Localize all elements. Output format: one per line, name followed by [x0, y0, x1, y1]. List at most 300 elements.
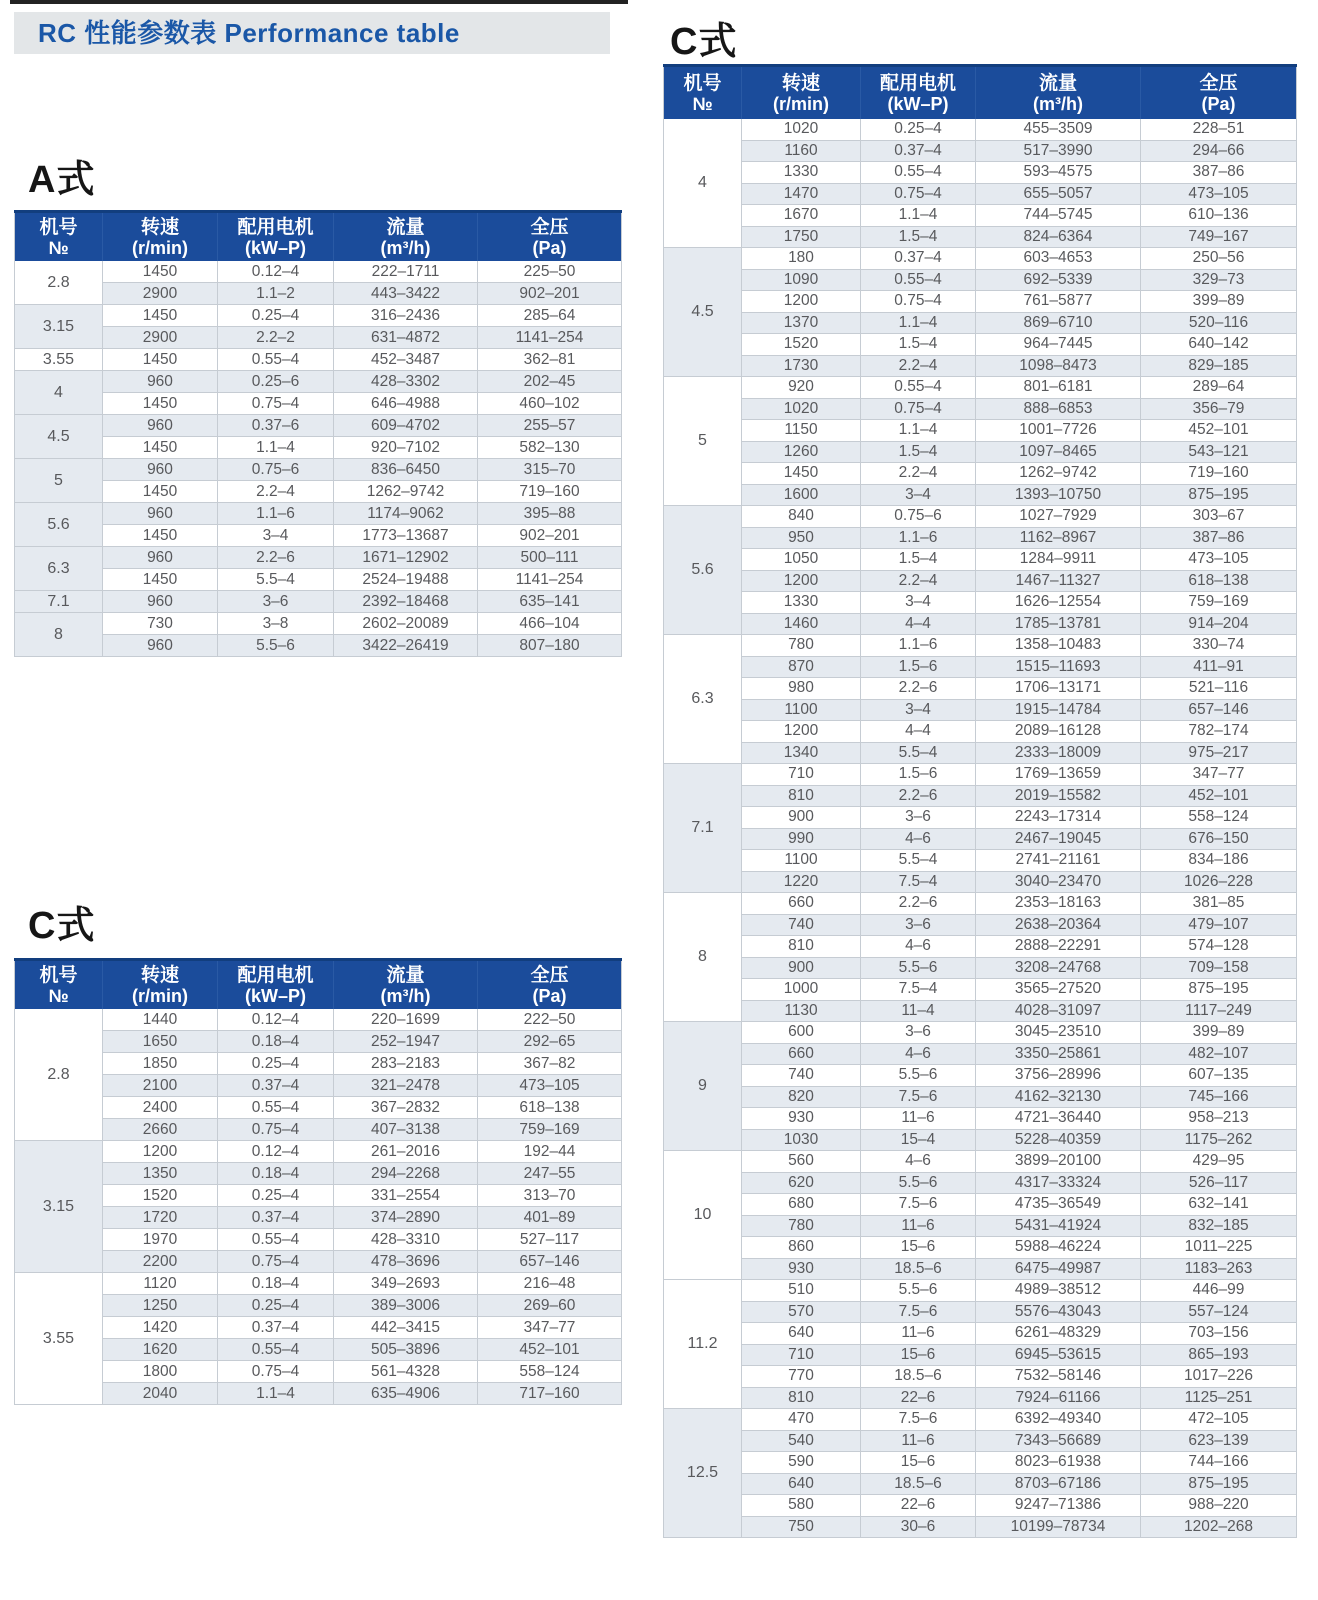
- cell-speed: 680: [742, 1194, 861, 1216]
- cell-pressure: 834–186: [1141, 850, 1297, 872]
- cell-flow: 2353–18163: [976, 893, 1141, 915]
- cell-pressure: 347–77: [478, 1317, 622, 1339]
- table-row: [664, 1258, 1297, 1280]
- cell-flow: 7532–58146: [976, 1366, 1141, 1388]
- page-title-bar: [14, 12, 610, 54]
- cell-pressure: 618–138: [478, 1097, 622, 1119]
- table-row: [664, 377, 1297, 399]
- cell-speed: 1100: [742, 699, 861, 721]
- cell-flow: 1467–11327: [976, 570, 1141, 592]
- cell-speed: 860: [742, 1237, 861, 1259]
- cell-pressure: 1175–262: [1141, 1129, 1297, 1151]
- cell-model-no: 7.1: [15, 591, 103, 613]
- cell-flow: 1706–13171: [976, 678, 1141, 700]
- cell-pressure: 399–89: [1141, 1022, 1297, 1044]
- table-row: [664, 1473, 1297, 1495]
- cell-speed: 1730: [742, 355, 861, 377]
- table-row: [664, 1366, 1297, 1388]
- cell-flow: 3040–23470: [976, 871, 1141, 893]
- table-row: [664, 420, 1297, 442]
- table-row: [15, 569, 622, 591]
- cell-flow: 316–2436: [334, 305, 478, 327]
- table-row: [664, 656, 1297, 678]
- cell-pressure: 1117–249: [1141, 1000, 1297, 1022]
- cell-flow: 761–5877: [976, 291, 1141, 313]
- cell-motor: 5.5–4: [218, 569, 334, 591]
- cell-flow: 6261–48329: [976, 1323, 1141, 1345]
- cell-speed: 2200: [103, 1251, 218, 1273]
- table-row: [15, 1207, 622, 1229]
- cell-pressure: 574–128: [1141, 936, 1297, 958]
- cell-motor: 4–6: [861, 1151, 976, 1173]
- cell-flow: 389–3006: [334, 1295, 478, 1317]
- table-row: [15, 635, 622, 657]
- table-row: [664, 871, 1297, 893]
- cell-pressure: 289–64: [1141, 377, 1297, 399]
- cell-speed: 600: [742, 1022, 861, 1044]
- cell-pressure: 832–185: [1141, 1215, 1297, 1237]
- cell-speed: 1450: [742, 463, 861, 485]
- col-header-pressure: 全压 (Pa): [478, 212, 622, 262]
- cell-pressure: 958–213: [1141, 1108, 1297, 1130]
- table-row: [15, 1229, 622, 1251]
- cell-speed: 1370: [742, 312, 861, 334]
- cell-pressure: 387–86: [1141, 527, 1297, 549]
- cell-speed: 960: [103, 503, 218, 525]
- cell-pressure: 362–81: [478, 349, 622, 371]
- cell-motor: 5.5–4: [861, 742, 976, 764]
- cell-motor: 5.5–6: [218, 635, 334, 657]
- cell-model-no: 3.15: [15, 1141, 103, 1273]
- cell-flow: 5228–40359: [976, 1129, 1141, 1151]
- cell-motor: 4–6: [861, 1043, 976, 1065]
- cell-pressure: 202–45: [478, 371, 622, 393]
- cell-speed: 710: [742, 1344, 861, 1366]
- table-row: [15, 503, 622, 525]
- table-row: [664, 269, 1297, 291]
- table-row: [664, 828, 1297, 850]
- cell-motor: 5.5–6: [861, 1172, 976, 1194]
- cell-pressure: 1017–226: [1141, 1366, 1297, 1388]
- cell-motor: 2.2–4: [218, 481, 334, 503]
- table-row: [664, 1452, 1297, 1474]
- col-header-motor: 配用电机 (kW–P): [218, 960, 334, 1010]
- cell-motor: 5.5–6: [861, 1065, 976, 1087]
- cell-motor: 1.5–6: [861, 656, 976, 678]
- col-header-speed: 转速 (r/min): [103, 212, 218, 262]
- cell-speed: 1160: [742, 140, 861, 162]
- cell-pressure: 607–135: [1141, 1065, 1297, 1087]
- cell-motor: 15–6: [861, 1452, 976, 1474]
- cell-speed: 1120: [103, 1273, 218, 1295]
- cell-motor: 3–4: [218, 525, 334, 547]
- cell-speed: 580: [742, 1495, 861, 1517]
- cell-speed: 1450: [103, 305, 218, 327]
- table-row: [664, 1280, 1297, 1302]
- cell-speed: 1200: [742, 721, 861, 743]
- table-row: [15, 1361, 622, 1383]
- cell-flow: 801–6181: [976, 377, 1141, 399]
- cell-pressure: 759–169: [1141, 592, 1297, 614]
- table-row: [15, 1339, 622, 1361]
- cell-model-no: 8: [15, 613, 103, 657]
- cell-model-no: 10: [664, 1151, 742, 1280]
- cell-speed: 780: [742, 635, 861, 657]
- cell-pressure: 285–64: [478, 305, 622, 327]
- cell-flow: 3045–23510: [976, 1022, 1141, 1044]
- cell-speed: 990: [742, 828, 861, 850]
- cell-motor: 1.5–4: [861, 334, 976, 356]
- cell-flow: 1162–8967: [976, 527, 1141, 549]
- cell-pressure: 807–180: [478, 635, 622, 657]
- cell-flow: 261–2016: [334, 1141, 478, 1163]
- table-row: [664, 1065, 1297, 1087]
- table-row: [664, 1301, 1297, 1323]
- table-row: [664, 1237, 1297, 1259]
- cell-model-no: 3.55: [15, 1273, 103, 1405]
- cell-speed: 660: [742, 1043, 861, 1065]
- cell-flow: 455–3509: [976, 119, 1141, 140]
- table-row: [15, 1251, 622, 1273]
- cell-motor: 0.12–4: [218, 1141, 334, 1163]
- cell-motor: 7.5–6: [861, 1409, 976, 1431]
- cell-motor: 15–6: [861, 1344, 976, 1366]
- cell-speed: 640: [742, 1323, 861, 1345]
- table-row: [15, 1031, 622, 1053]
- cell-flow: 2392–18468: [334, 591, 478, 613]
- cell-flow: 4317–33324: [976, 1172, 1141, 1194]
- cell-pressure: 228–51: [1141, 119, 1297, 140]
- cell-flow: 2333–18009: [976, 742, 1141, 764]
- cell-speed: 540: [742, 1430, 861, 1452]
- table-row: [664, 226, 1297, 248]
- col-header-flow: 流量 (m³/h): [334, 960, 478, 1010]
- table-row: [664, 1215, 1297, 1237]
- cell-model-no: 3.15: [15, 305, 103, 349]
- cell-speed: 180: [742, 248, 861, 270]
- cell-pressure: 543–121: [1141, 441, 1297, 463]
- cell-pressure: 902–201: [478, 525, 622, 547]
- table-row: [664, 1387, 1297, 1409]
- cell-speed: 810: [742, 1387, 861, 1409]
- cell-flow: 8023–61938: [976, 1452, 1141, 1474]
- cell-flow: 407–3138: [334, 1119, 478, 1141]
- cell-pressure: 1183–263: [1141, 1258, 1297, 1280]
- table-row: [664, 140, 1297, 162]
- top-rule-divider: [10, 0, 628, 4]
- cell-speed: 2900: [103, 327, 218, 349]
- cell-flow: 3756–28996: [976, 1065, 1141, 1087]
- cell-speed: 1020: [742, 119, 861, 140]
- cell-speed: 1620: [103, 1339, 218, 1361]
- cell-pressure: 745–166: [1141, 1086, 1297, 1108]
- cell-motor: 0.37–4: [218, 1207, 334, 1229]
- cell-pressure: 719–160: [1141, 463, 1297, 485]
- cell-pressure: 356–79: [1141, 398, 1297, 420]
- cell-speed: 2040: [103, 1383, 218, 1405]
- cell-motor: 15–6: [861, 1237, 976, 1259]
- cell-motor: 1.5–4: [861, 441, 976, 463]
- cell-speed: 1340: [742, 742, 861, 764]
- table-row: [664, 291, 1297, 313]
- cell-model-no: 11.2: [664, 1280, 742, 1409]
- table-row: [664, 1108, 1297, 1130]
- table-row: [664, 441, 1297, 463]
- cell-speed: 730: [103, 613, 218, 635]
- table-row: [15, 305, 622, 327]
- table-row: [664, 1344, 1297, 1366]
- cell-flow: 321–2478: [334, 1075, 478, 1097]
- cell-flow: 824–6364: [976, 226, 1141, 248]
- cell-pressure: 216–48: [478, 1273, 622, 1295]
- cell-speed: 1720: [103, 1207, 218, 1229]
- cell-pressure: 657–146: [478, 1251, 622, 1273]
- table-row: [664, 699, 1297, 721]
- cell-motor: 3–6: [218, 591, 334, 613]
- cell-speed: 1020: [742, 398, 861, 420]
- cell-speed: 1130: [742, 1000, 861, 1022]
- cell-flow: 4735–36549: [976, 1194, 1141, 1216]
- cell-motor: 11–6: [861, 1215, 976, 1237]
- cell-speed: 950: [742, 527, 861, 549]
- cell-pressure: 640–142: [1141, 334, 1297, 356]
- cell-motor: 0.37–6: [218, 415, 334, 437]
- cell-pressure: 303–67: [1141, 506, 1297, 528]
- table-row: [15, 371, 622, 393]
- cell-speed: 2660: [103, 1119, 218, 1141]
- cell-motor: 3–4: [861, 484, 976, 506]
- cell-motor: 0.75–4: [218, 1119, 334, 1141]
- cell-motor: 0.37–4: [861, 248, 976, 270]
- cell-flow: 7924–61166: [976, 1387, 1141, 1409]
- cell-motor: 0.75–4: [218, 393, 334, 415]
- cell-motor: 3–6: [861, 807, 976, 829]
- table-row: [664, 936, 1297, 958]
- cell-flow: 6475–49987: [976, 1258, 1141, 1280]
- cell-motor: 1.1–6: [861, 635, 976, 657]
- cell-motor: 3–6: [861, 1022, 976, 1044]
- table-row: [664, 1043, 1297, 1065]
- cell-pressure: 367–82: [478, 1053, 622, 1075]
- table-row: [664, 1516, 1297, 1538]
- cell-speed: 960: [103, 547, 218, 569]
- table-row: [15, 261, 622, 283]
- cell-speed: 1350: [103, 1163, 218, 1185]
- cell-pressure: 719–160: [478, 481, 622, 503]
- header-row: [15, 212, 622, 262]
- cell-motor: 11–6: [861, 1430, 976, 1452]
- cell-flow: 9247–71386: [976, 1495, 1141, 1517]
- cell-motor: 0.25–4: [218, 1053, 334, 1075]
- cell-pressure: 610–136: [1141, 205, 1297, 227]
- cell-model-no: 6.3: [664, 635, 742, 764]
- table-row: [664, 742, 1297, 764]
- cell-motor: 2.2–2: [218, 327, 334, 349]
- cell-speed: 1460: [742, 613, 861, 635]
- cell-pressure: 479–107: [1141, 914, 1297, 936]
- cell-flow: 2741–21161: [976, 850, 1141, 872]
- cell-flow: 1773–13687: [334, 525, 478, 547]
- cell-motor: 1.5–4: [861, 549, 976, 571]
- cell-speed: 960: [103, 371, 218, 393]
- cell-flow: 283–2183: [334, 1053, 478, 1075]
- cell-flow: 964–7445: [976, 334, 1141, 356]
- cell-pressure: 473–105: [478, 1075, 622, 1097]
- table-row: [15, 481, 622, 503]
- table-row: [664, 1000, 1297, 1022]
- cell-motor: 2.2–4: [861, 570, 976, 592]
- cell-model-no: 4: [664, 119, 742, 248]
- cell-flow: 3350–25861: [976, 1043, 1141, 1065]
- cell-motor: 1.5–4: [861, 226, 976, 248]
- table-row: [664, 1323, 1297, 1345]
- table-row: [664, 764, 1297, 786]
- cell-pressure: 473–105: [1141, 183, 1297, 205]
- cell-motor: 11–6: [861, 1108, 976, 1130]
- cell-speed: 1450: [103, 437, 218, 459]
- cell-motor: 0.75–6: [218, 459, 334, 481]
- cell-motor: 0.55–4: [218, 1097, 334, 1119]
- cell-pressure: 557–124: [1141, 1301, 1297, 1323]
- cell-pressure: 582–130: [478, 437, 622, 459]
- cell-speed: 1200: [742, 570, 861, 592]
- cell-motor: 0.18–4: [218, 1273, 334, 1295]
- cell-flow: 10199–78734: [976, 1516, 1141, 1538]
- cell-flow: 2888–22291: [976, 936, 1141, 958]
- cell-pressure: 329–73: [1141, 269, 1297, 291]
- table-row: [664, 1495, 1297, 1517]
- cell-speed: 510: [742, 1280, 861, 1302]
- cell-flow: 1915–14784: [976, 699, 1141, 721]
- cell-speed: 1450: [103, 481, 218, 503]
- cell-speed: 1440: [103, 1009, 218, 1031]
- cell-pressure: 315–70: [478, 459, 622, 481]
- cell-flow: 1393–10750: [976, 484, 1141, 506]
- cell-pressure: 1202–268: [1141, 1516, 1297, 1538]
- cell-motor: 0.55–4: [218, 1229, 334, 1251]
- cell-pressure: 401–89: [478, 1207, 622, 1229]
- cell-flow: 635–4906: [334, 1383, 478, 1405]
- cell-speed: 1150: [742, 420, 861, 442]
- performance-table-c-right-wrap: [663, 64, 1296, 1538]
- cell-pressure: 749–167: [1141, 226, 1297, 248]
- cell-flow: 1098–8473: [976, 355, 1141, 377]
- table-row: [664, 613, 1297, 635]
- cell-motor: 0.37–4: [218, 1075, 334, 1097]
- cell-pressure: 632–141: [1141, 1194, 1297, 1216]
- cell-motor: 0.12–4: [218, 1009, 334, 1031]
- cell-flow: 1097–8465: [976, 441, 1141, 463]
- cell-motor: 4–4: [861, 721, 976, 743]
- cell-motor: 2.2–6: [861, 678, 976, 700]
- table-row: [664, 592, 1297, 614]
- section-heading-type-c-left: C式: [28, 905, 96, 947]
- cell-model-no: 8: [664, 893, 742, 1022]
- cell-flow: 331–2554: [334, 1185, 478, 1207]
- cell-pressure: 558–124: [478, 1361, 622, 1383]
- table-row: [15, 1097, 622, 1119]
- cell-pressure: 192–44: [478, 1141, 622, 1163]
- table-row: [664, 398, 1297, 420]
- table-row: [15, 327, 622, 349]
- cell-pressure: 623–139: [1141, 1430, 1297, 1452]
- header-row: [15, 960, 622, 1010]
- cell-pressure: 269–60: [478, 1295, 622, 1317]
- cell-pressure: 914–204: [1141, 613, 1297, 635]
- cell-speed: 930: [742, 1108, 861, 1130]
- cell-model-no: 2.8: [15, 261, 103, 305]
- cell-pressure: 875–195: [1141, 1473, 1297, 1495]
- cell-motor: 0.37–4: [861, 140, 976, 162]
- cell-speed: 570: [742, 1301, 861, 1323]
- cell-motor: 7.5–4: [861, 871, 976, 893]
- cell-pressure: 482–107: [1141, 1043, 1297, 1065]
- table-row: [664, 205, 1297, 227]
- cell-motor: 18.5–6: [861, 1473, 976, 1495]
- table-row: [15, 1185, 622, 1207]
- table-row: [664, 1129, 1297, 1151]
- cell-pressure: 292–65: [478, 1031, 622, 1053]
- cell-flow: 1785–13781: [976, 613, 1141, 635]
- cell-flow: 3565–27520: [976, 979, 1141, 1001]
- cell-pressure: 473–105: [1141, 549, 1297, 571]
- table-row: [15, 1383, 622, 1405]
- cell-flow: 593–4575: [976, 162, 1141, 184]
- cell-flow: 222–1711: [334, 261, 478, 283]
- cell-pressure: 446–99: [1141, 1280, 1297, 1302]
- cell-speed: 1800: [103, 1361, 218, 1383]
- cell-model-no: 9: [664, 1022, 742, 1151]
- cell-flow: 517–3990: [976, 140, 1141, 162]
- cell-pressure: 558–124: [1141, 807, 1297, 829]
- cell-motor: 22–6: [861, 1495, 976, 1517]
- cell-model-no: 4.5: [15, 415, 103, 459]
- cell-speed: 560: [742, 1151, 861, 1173]
- cell-pressure: 657–146: [1141, 699, 1297, 721]
- cell-flow: 7343–56689: [976, 1430, 1141, 1452]
- cell-speed: 740: [742, 1065, 861, 1087]
- cell-flow: 692–5339: [976, 269, 1141, 291]
- cell-motor: 2.2–6: [861, 785, 976, 807]
- col-header-flow: 流量 (m³/h): [334, 212, 478, 262]
- cell-motor: 15–4: [861, 1129, 976, 1151]
- table-row: [15, 393, 622, 415]
- cell-speed: 640: [742, 1473, 861, 1495]
- cell-motor: 0.75–4: [218, 1251, 334, 1273]
- cell-motor: 0.55–4: [218, 349, 334, 371]
- cell-flow: 505–3896: [334, 1339, 478, 1361]
- cell-flow: 655–5057: [976, 183, 1141, 205]
- cell-motor: 2.2–4: [861, 355, 976, 377]
- cell-motor: 1.1–6: [861, 527, 976, 549]
- cell-pressure: 313–70: [478, 1185, 622, 1207]
- cell-flow: 478–3696: [334, 1251, 478, 1273]
- cell-speed: 1520: [742, 334, 861, 356]
- cell-speed: 620: [742, 1172, 861, 1194]
- cell-model-no: 4: [15, 371, 103, 415]
- cell-model-no: 5.6: [664, 506, 742, 635]
- col-header-speed: 转速 (r/min): [742, 66, 861, 120]
- cell-model-no: 6.3: [15, 547, 103, 591]
- cell-flow: 2019–15582: [976, 785, 1141, 807]
- cell-motor: 7.5–6: [861, 1301, 976, 1323]
- cell-flow: 2524–19488: [334, 569, 478, 591]
- cell-pressure: 222–50: [478, 1009, 622, 1031]
- cell-flow: 1358–10483: [976, 635, 1141, 657]
- cell-speed: 810: [742, 936, 861, 958]
- table-row: [664, 1022, 1297, 1044]
- cell-speed: 1420: [103, 1317, 218, 1339]
